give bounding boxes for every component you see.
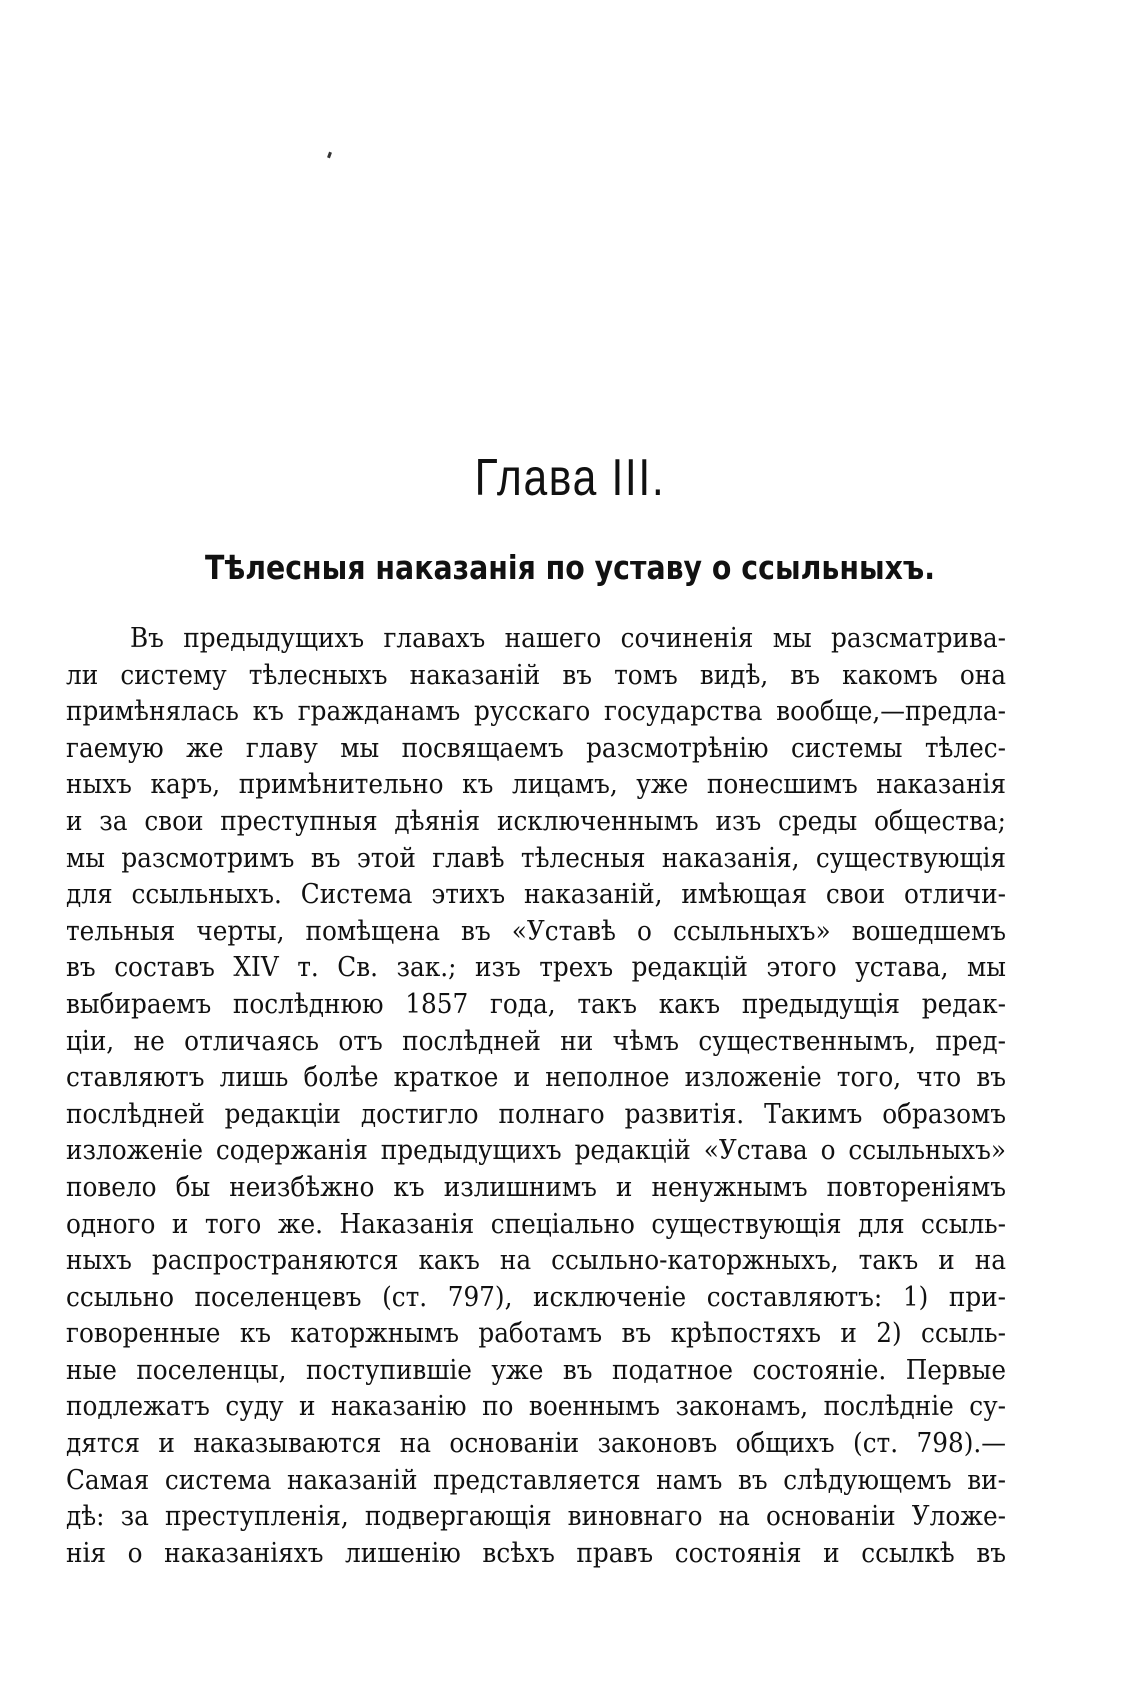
chapter-title: Глава III. <box>474 449 666 507</box>
text-line: говоренные къ каторжнымъ работамъ въ крѣпостяхъ и 2) ссыль- <box>66 1317 1006 1350</box>
text-line: ціи, не отличаясь отъ послѣдней ни чѣмъ существеннымъ, пред- <box>66 1024 1006 1057</box>
text-line: дѣ: за преступленія, подвергающія виновнаго на основаніи Уложе- <box>66 1500 1006 1533</box>
text-line: Въ предыдущихъ главахъ нашего сочиненія мы разсматрива- <box>130 622 1006 654</box>
text-line: ные поселенцы, поступившіе уже въ податное состояніе. Первые <box>66 1353 1006 1386</box>
text-line: повело бы неизбѣжно къ излишнимъ и ненужнымъ повтореніямъ <box>66 1170 1006 1203</box>
text-line: дятся и наказываются на основаніи законовъ общихъ (ст. 798).— <box>66 1427 1006 1460</box>
text-line: изложеніе содержанія предыдущихъ редакцій «Устава о ссыльныхъ» <box>66 1134 1006 1167</box>
text-line: ссыльно поселенцевъ (ст. 797), исключеніе составляютъ: 1) при- <box>66 1280 1006 1313</box>
text-line: ли систему тѣлесныхъ наказаній въ томъ видѣ, въ какомъ она <box>66 658 1006 691</box>
chapter-subtitle: Тѣлесныя наказанія по уставу о ссыльныхъ. <box>204 548 936 587</box>
text-line: мы разсмотримъ въ этой главѣ тѣлесныя наказанія, существующія <box>66 841 1006 874</box>
text-line: ныхъ каръ, примѣнительно къ лицамъ, уже понесшимъ наказанія <box>66 768 1006 801</box>
text-line: тельныя черты, помѣщена въ «Уставѣ о ссыльныхъ» вошедшемъ <box>66 914 1006 947</box>
text-line: и за свои преступныя дѣянія исключеннымъ изъ среды общества; <box>66 804 1006 837</box>
text-line: нія о наказаніяхъ лишенію всѣхъ правъ состоянія и ссылкѣ въ <box>66 1536 1006 1569</box>
body-paragraph <box>66 620 1006 1571</box>
text-line: ныхъ распространяются какъ на ссыльно-каторжныхъ, такъ и на <box>66 1244 1006 1277</box>
print-speck <box>327 152 332 159</box>
text-line: въ составъ XIV т. Св. зак.; изъ трехъ редакцій этого устава, мы <box>66 951 1006 984</box>
text-line: подлежатъ суду и наказанію по военнымъ законамъ, послѣдніе су- <box>66 1390 1006 1423</box>
text-line: выбираемъ послѣднюю 1857 года, такъ какъ предыдущія редак- <box>66 987 1006 1020</box>
text-line: примѣнялась къ гражданамъ русскаго государства вообще,—предла- <box>66 695 1006 728</box>
text-line: гаемую же главу мы посвящаемъ разсмотрѣнію системы тѣлес- <box>66 731 1006 764</box>
text-line: одного и того же. Наказанія спеціально существующія для ссыль- <box>66 1207 1006 1240</box>
text-line: для ссыльныхъ. Система этихъ наказаній, имѣющая свои отличи- <box>66 878 1006 911</box>
text-line: послѣдней редакціи достигло полнаго развитія. Такимъ образомъ <box>66 1097 1006 1130</box>
text-line: ставляютъ лишь болѣе краткое и неполное изложеніе того, что въ <box>66 1061 1006 1094</box>
text-line: Самая система наказаній представляется намъ въ слѣдующемъ ви- <box>66 1463 1006 1496</box>
